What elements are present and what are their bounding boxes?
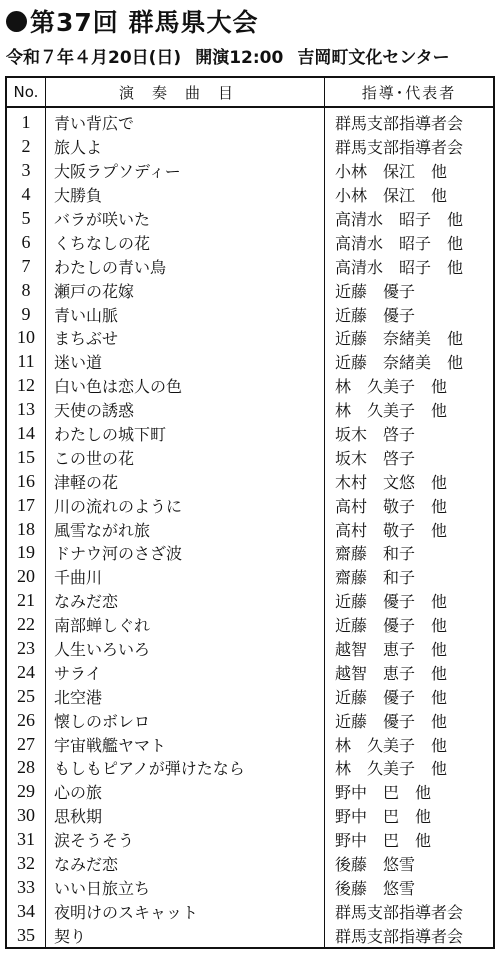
row-number: 16 xyxy=(6,469,46,493)
song-title: 千曲川 xyxy=(46,565,325,589)
representative: 齋藤 和子 xyxy=(335,544,416,564)
row-number: 35 xyxy=(6,923,46,948)
song-title: 宇宙戦艦ヤマト xyxy=(46,732,325,756)
row-number: 11 xyxy=(6,350,46,374)
header-song: 演奏曲目 xyxy=(46,77,325,107)
row-number: 27 xyxy=(6,732,46,756)
song-title: 川の流れのように xyxy=(46,493,325,517)
representative: 群馬支部指導者会 xyxy=(335,902,464,922)
song-title: わたしの城下町 xyxy=(46,422,325,446)
row-number: 18 xyxy=(6,517,46,541)
row-number: 24 xyxy=(6,660,46,684)
table-row xyxy=(6,804,494,828)
table-row xyxy=(6,469,494,493)
song-title: ドナウ河のさざ波 xyxy=(46,541,325,565)
song-title: 風雪ながれ旅 xyxy=(46,517,325,541)
representative: 林 久美子 他 xyxy=(335,377,448,397)
table-row xyxy=(6,708,494,732)
song-title: まちぶせ xyxy=(46,326,325,350)
song-title: もしもピアノが弾けたなら xyxy=(46,756,325,780)
row-number: 1 xyxy=(6,107,46,135)
song-title: なみだ恋 xyxy=(46,852,325,876)
table-row xyxy=(6,302,494,326)
song-title: 懐しのボレロ xyxy=(46,708,325,732)
table-row xyxy=(6,660,494,684)
song-title: なみだ恋 xyxy=(46,589,325,613)
row-number: 15 xyxy=(6,445,46,469)
row-number: 17 xyxy=(6,493,46,517)
representative: 林 久美子 他 xyxy=(335,735,448,755)
song-title: サライ xyxy=(46,660,325,684)
table-row xyxy=(6,107,494,135)
table-row xyxy=(6,422,494,446)
event-date: 令和７年４月20日(日) xyxy=(6,47,182,68)
song-title: 迷い道 xyxy=(46,350,325,374)
representative: 高清水 昭子 他 xyxy=(335,210,464,229)
representative: 越智 恵子 他 xyxy=(335,640,448,660)
song-title: くちなしの花 xyxy=(46,230,325,254)
table-row xyxy=(6,684,494,708)
row-number: 10 xyxy=(6,326,46,350)
table-row xyxy=(6,876,494,900)
table-row xyxy=(6,230,494,254)
representative: 近藤 優子 xyxy=(335,281,416,301)
row-number: 8 xyxy=(6,278,46,302)
table-row xyxy=(6,135,494,159)
row-number: 23 xyxy=(6,637,46,661)
table-row xyxy=(6,517,494,541)
row-number: 2 xyxy=(6,135,46,159)
table-row xyxy=(6,374,494,398)
representative: 高村 敬子 他 xyxy=(335,496,448,516)
representative: 野中 巴 他 xyxy=(335,831,432,851)
table-row xyxy=(6,278,494,302)
song-title: 涙そうそう xyxy=(46,828,325,852)
header-no: No. xyxy=(6,77,46,107)
row-number: 20 xyxy=(6,565,46,589)
table-row xyxy=(6,565,494,589)
row-number: 32 xyxy=(6,852,46,876)
row-number: 19 xyxy=(6,541,46,565)
row-number: 13 xyxy=(6,398,46,422)
song-title: 旅人よ xyxy=(46,135,325,159)
row-number: 12 xyxy=(6,374,46,398)
row-number: 33 xyxy=(6,876,46,900)
table-header-row xyxy=(6,77,494,107)
representative: 近藤 奈緒美 他 xyxy=(335,353,464,373)
table-row xyxy=(6,899,494,923)
table-row xyxy=(6,780,494,804)
table-row xyxy=(6,350,494,374)
representative: 近藤 優子 他 xyxy=(335,616,448,636)
event-time: 開演12:00 xyxy=(195,47,284,68)
representative: 坂木 啓子 xyxy=(335,448,416,468)
song-title: 青い背広で xyxy=(46,107,325,135)
representative: 近藤 優子 他 xyxy=(335,592,448,612)
table-row xyxy=(6,613,494,637)
representative: 小林 保江 他 xyxy=(335,186,448,206)
representative: 後藤 悠雪 xyxy=(335,878,416,898)
header-representative: 指導･代表者 xyxy=(325,77,495,107)
table-row xyxy=(6,159,494,183)
program-table xyxy=(5,76,495,949)
row-number: 31 xyxy=(6,828,46,852)
row-number: 34 xyxy=(6,899,46,923)
table-row xyxy=(6,183,494,207)
table-row xyxy=(6,732,494,756)
representative: 林 久美子 他 xyxy=(335,759,448,779)
table-row xyxy=(6,254,494,278)
row-number: 5 xyxy=(6,207,46,231)
representative: 齋藤 和子 xyxy=(335,568,416,588)
representative: 近藤 優子 他 xyxy=(335,711,448,731)
song-title: 夜明けのスキャット xyxy=(46,899,325,923)
black-circle-icon xyxy=(6,11,27,32)
song-title: 瀬戸の花嫁 xyxy=(46,278,325,302)
song-title: 白い色は恋人の色 xyxy=(46,374,325,398)
table-row xyxy=(6,207,494,231)
row-number: 21 xyxy=(6,589,46,613)
row-number: 30 xyxy=(6,804,46,828)
representative: 近藤 優子 xyxy=(335,305,416,325)
representative: 木村 文悠 他 xyxy=(335,472,448,492)
table-row xyxy=(6,493,494,517)
row-number: 9 xyxy=(6,302,46,326)
song-title: 北空港 xyxy=(46,684,325,708)
row-number: 26 xyxy=(6,708,46,732)
song-title: 思秋期 xyxy=(46,804,325,828)
event-venue: 吉岡町文化センター xyxy=(297,47,450,68)
song-title: いい日旅立ち xyxy=(46,876,325,900)
song-title: 南部蝉しぐれ xyxy=(46,613,325,637)
table-row xyxy=(6,326,494,350)
representative: 群馬支部指導者会 xyxy=(335,114,464,134)
table-row xyxy=(6,541,494,565)
table-row xyxy=(6,828,494,852)
song-title: 津軽の花 xyxy=(46,469,325,493)
row-number: 22 xyxy=(6,613,46,637)
row-number: 3 xyxy=(6,159,46,183)
representative: 林 久美子 他 xyxy=(335,401,448,421)
table-row xyxy=(6,445,494,469)
song-title: 心の旅 xyxy=(46,780,325,804)
row-number: 29 xyxy=(6,780,46,804)
song-title: わたしの青い鳥 xyxy=(46,254,325,278)
table-row xyxy=(6,756,494,780)
table-row xyxy=(6,637,494,661)
representative: 越智 恵子 他 xyxy=(335,663,448,683)
representative: 野中 巴 他 xyxy=(335,783,432,803)
table-row xyxy=(6,852,494,876)
row-number: 4 xyxy=(6,183,46,207)
representative: 高清水 昭子 他 xyxy=(335,233,464,253)
row-number: 25 xyxy=(6,684,46,708)
song-title: バラが咲いた xyxy=(46,207,325,231)
representative: 坂木 啓子 xyxy=(335,425,416,445)
table-row xyxy=(6,398,494,422)
representative: 高村 敬子 他 xyxy=(335,520,448,540)
row-number: 28 xyxy=(6,756,46,780)
song-title: 天使の誘惑 xyxy=(46,398,325,422)
table-row xyxy=(6,589,494,613)
row-number: 7 xyxy=(6,254,46,278)
page-title xyxy=(6,4,259,38)
representative: 野中 巴 他 xyxy=(335,807,432,827)
song-title: 大勝負 xyxy=(46,183,325,207)
representative: 小林 保江 他 xyxy=(335,162,448,182)
song-title: 青い山脈 xyxy=(46,302,325,326)
representative: 近藤 優子 他 xyxy=(335,687,448,707)
song-title: 人生いろいろ xyxy=(46,637,325,661)
row-number: 14 xyxy=(6,422,46,446)
title-text: 第37回 群馬県大会 xyxy=(30,8,259,37)
song-title: 契り xyxy=(46,923,325,948)
event-info xyxy=(6,42,450,68)
row-number: 6 xyxy=(6,230,46,254)
song-title: 大阪ラプソディー xyxy=(46,159,325,183)
table-row xyxy=(6,923,494,948)
representative: 群馬支部指導者会 xyxy=(335,138,464,158)
representative: 後藤 悠雪 xyxy=(335,855,416,875)
representative: 高清水 昭子 他 xyxy=(335,257,464,277)
song-title: この世の花 xyxy=(46,445,325,469)
representative: 群馬支部指導者会 xyxy=(335,926,464,946)
representative: 近藤 奈緒美 他 xyxy=(335,329,464,349)
